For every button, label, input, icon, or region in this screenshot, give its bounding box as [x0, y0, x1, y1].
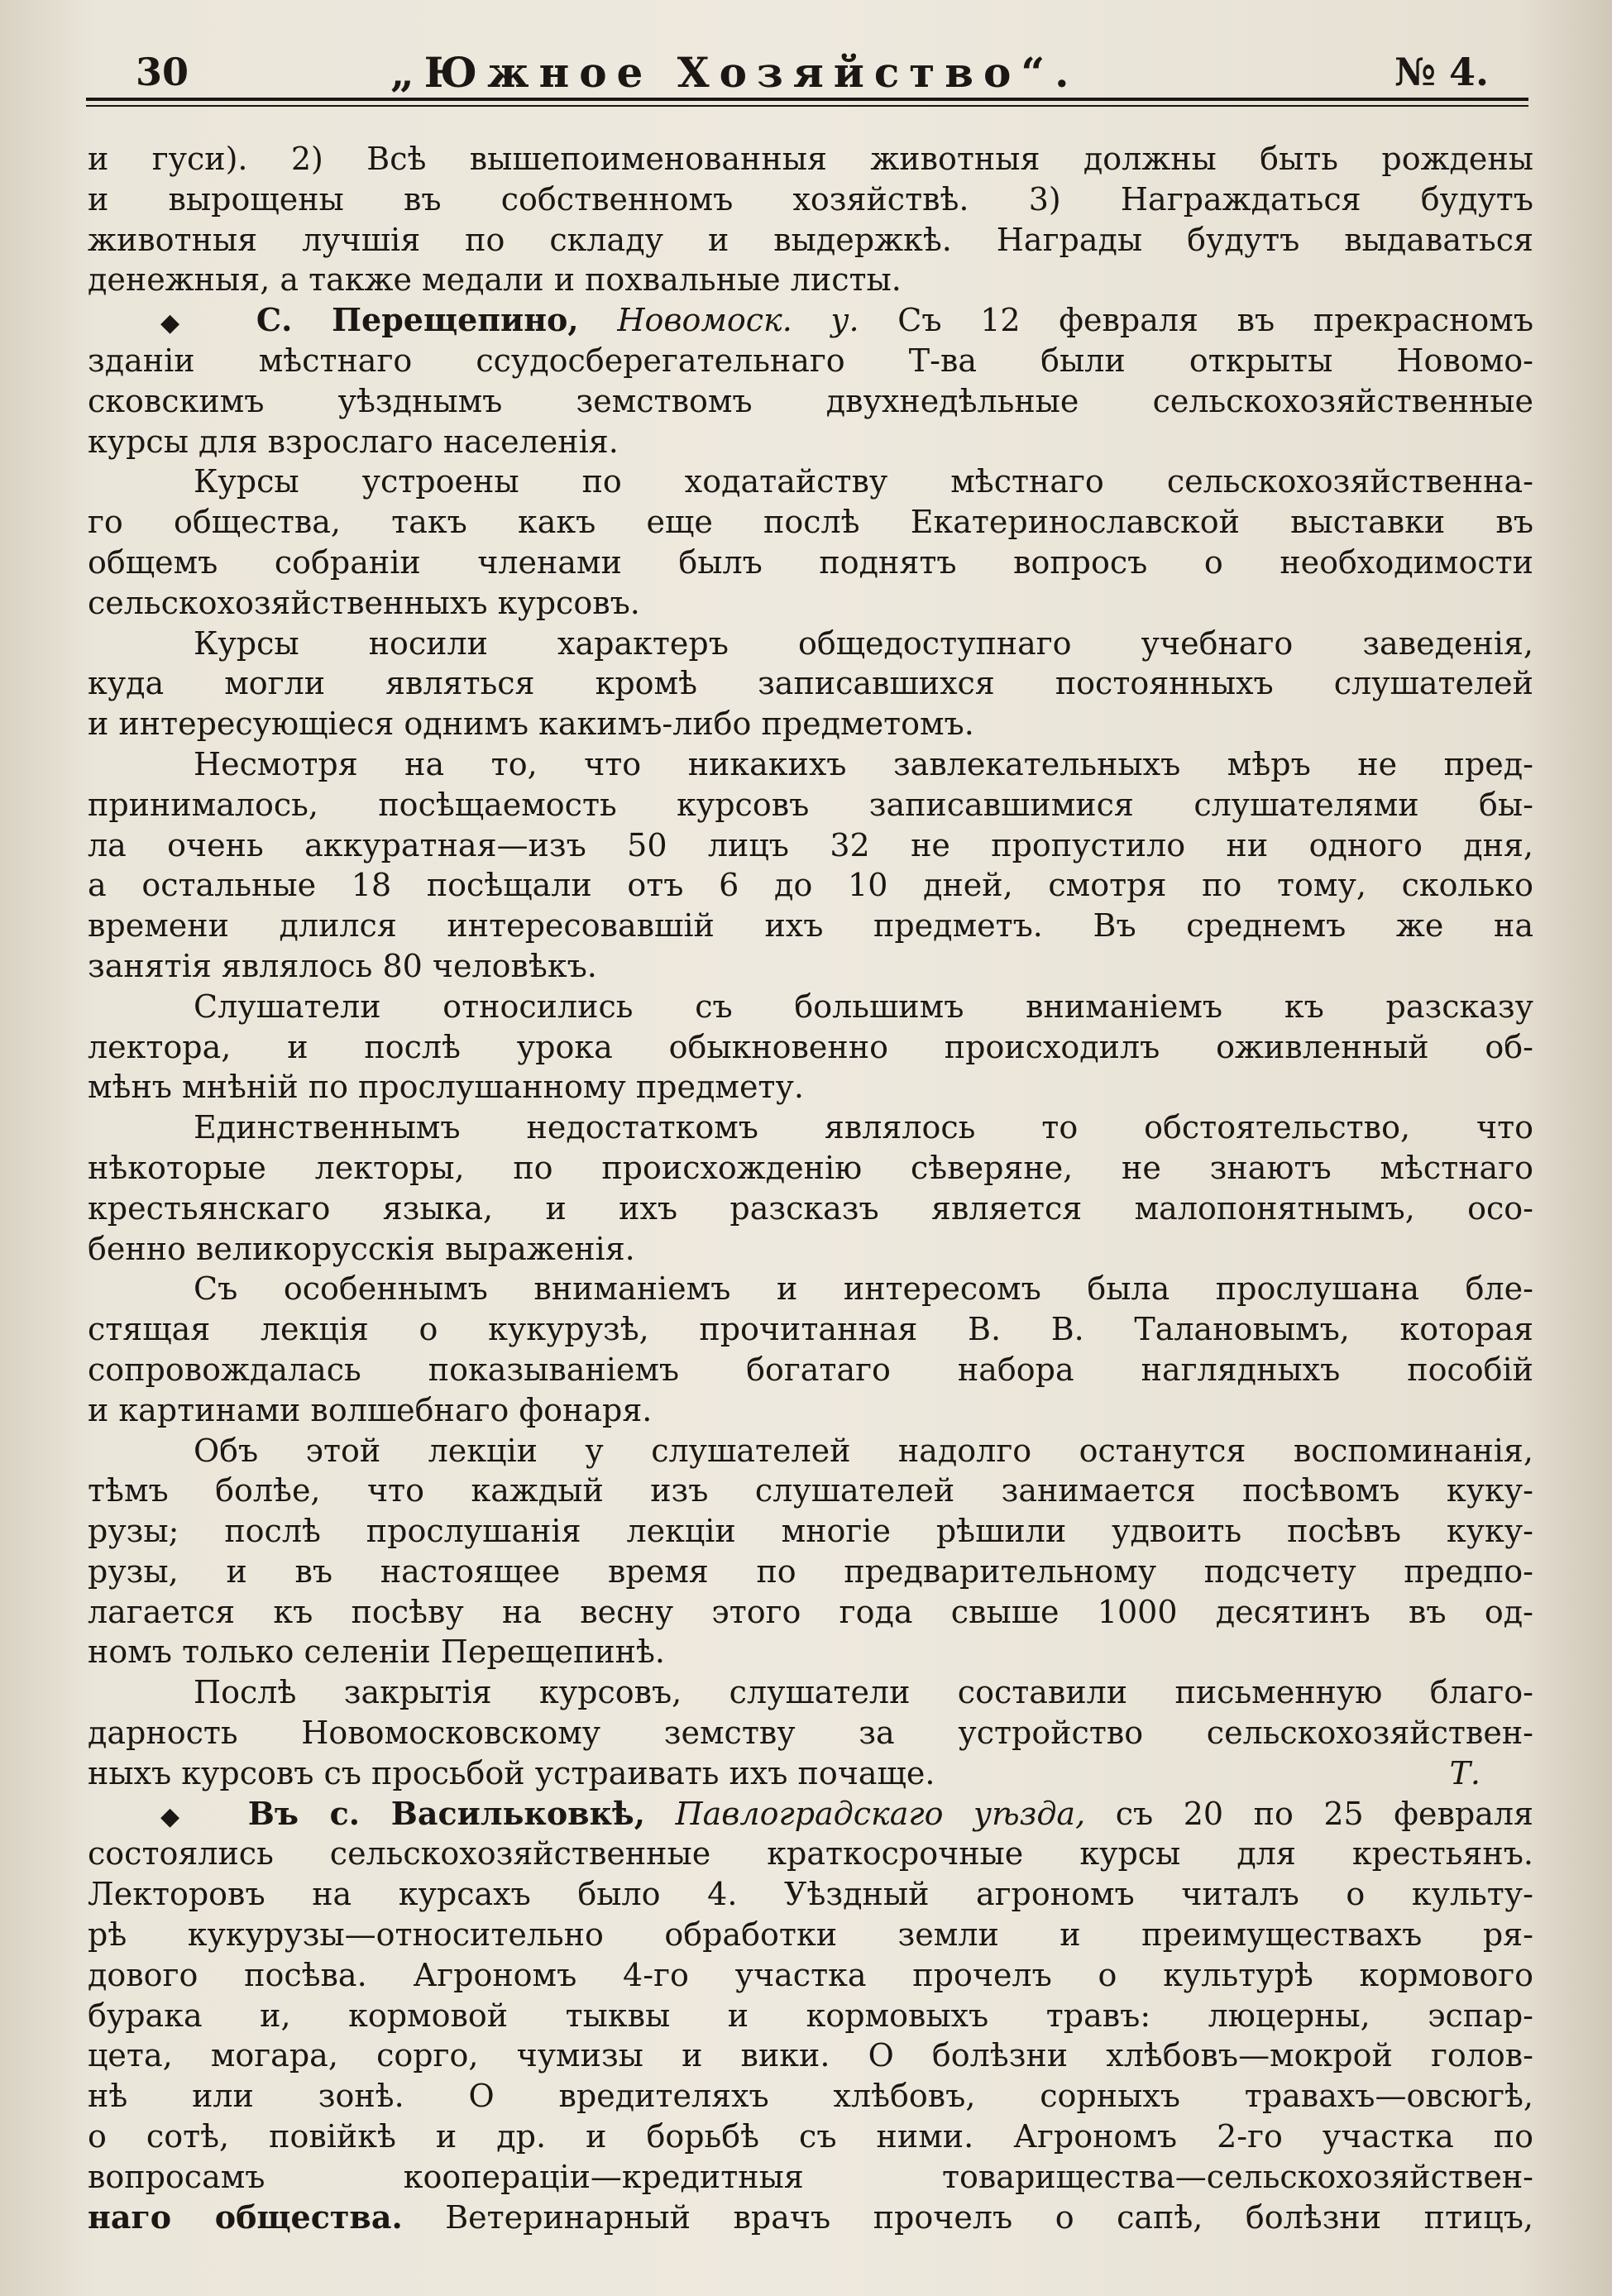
diamond-marker-icon: ◆ — [160, 309, 180, 338]
text-line: сельскохозяйственныхъ курсовъ. — [88, 584, 640, 621]
text-line: сковскимъ уѣзднымъ земствомъ двухнедѣльные сельскохозяйственные — [88, 382, 1533, 419]
section-heading-line: ◆ С. Перещепино, Новомоск. у. Съ 12 февраля въ прекрасномъ — [88, 300, 1533, 341]
text-line: сопровождалась показываніемъ богатаго набора наглядныхъ пособій — [88, 1351, 1533, 1388]
text-line: бурака и, кормовой тыквы и кормовыхъ травъ: люцерны, эспар- — [88, 1997, 1533, 2034]
text-line: и картинами волшебнаго фонаря. — [88, 1391, 653, 1428]
issue-number: № 4. — [1394, 50, 1489, 94]
text-line: рузы; послѣ прослушанія лекціи многіе рѣшили удвоить посѣвъ куку- — [88, 1513, 1533, 1550]
text-line: крестьянскаго языка, и ихъ разсказъ является малопонятнымъ, осо- — [88, 1189, 1533, 1227]
text-line: Объ этой лекціи у слушателей надолго останутся воспоминанія, — [194, 1432, 1533, 1469]
district-name: Новомоск. у. — [578, 302, 859, 339]
text-line: ныхъ курсовъ съ просьбой устраивать ихъ почаще. Т. — [88, 1753, 1533, 1794]
place-name: С. Перещепино, — [217, 301, 579, 339]
text-line: нѣкоторые лекторы, по происхожденію сѣверяне, не знаютъ мѣстнаго — [88, 1149, 1533, 1186]
text-line: номъ только селеніи Перещепинѣ. — [88, 1634, 665, 1671]
text-line: ла очень аккуратная—изъ 50 лицъ 32 не пропустило ни одного дня, — [88, 826, 1533, 863]
text-line: куда могли являться кромѣ записавшихся постоянныхъ слушателей — [88, 665, 1533, 702]
text-line: го общества, такъ какъ еще послѣ Екатеринославской выставки въ — [88, 504, 1533, 541]
text-line: бенно великорусскія выраженія. — [88, 1230, 635, 1267]
text-line: и вырощены въ собственномъ хозяйствѣ. 3) Награждаться будутъ — [88, 180, 1533, 218]
text-line: Слушатели относились съ большимъ вниманіемъ къ разсказу — [194, 988, 1533, 1025]
header-rule-thin — [86, 105, 1528, 107]
page-header — [89, 48, 1528, 99]
place-name: Въ с. Васильковкѣ, — [217, 1794, 645, 1832]
text-line: Курсы носили характеръ общедоступнаго учебнаго заведенія, — [194, 624, 1533, 662]
text-line: Единственнымъ недостаткомъ являлось то обстоятельство, что — [194, 1109, 1533, 1146]
text-line: рѣ кукурузы—относительно обработки земли и преимуществахъ ря- — [88, 1916, 1533, 1954]
text-line: денежныя, а также медали и похвальные листы. — [88, 261, 902, 299]
text-line: вопросамъ коопераціи—кредитныя товарищества—сельскохозяйствен- — [88, 2158, 1533, 2195]
header-rule-thick — [86, 98, 1528, 101]
text-line: животныя лучшія по складу и выдержкѣ. Награды будутъ выдаваться — [88, 221, 1533, 258]
text-line: Лекторовъ на курсахъ было 4. Уѣздный агрономъ читалъ о культу- — [88, 1876, 1533, 1913]
text-line: наго общества. Ветеринарный врачъ прочелъ о сапѣ, болѣзни птицъ, — [88, 2198, 1533, 2236]
text-line: рузы, и въ настоящее время по предварительному подсчету предпо- — [88, 1552, 1533, 1590]
text-line: дарность Новомосковскому земству за устройство сельскохозяйствен- — [88, 1715, 1533, 1752]
text-line: дового посѣва. Агрономъ 4-го участка прочелъ о культурѣ кормового — [88, 1956, 1533, 1993]
text-line: зданіи мѣстнаго ссудосберегательнаго Т-ва были открыты Новомо- — [88, 342, 1533, 379]
text-line: стящая лекція о кукурузѣ, прочитанная В. В. Талановымъ, которая — [88, 1311, 1533, 1348]
text-line: нѣ или зонѣ. О вредителяхъ хлѣбовъ, сорныхъ травахъ—овсюгѣ, — [88, 2078, 1533, 2115]
text-line: курсы для взрослаго населенія. — [88, 423, 619, 460]
text-line: мѣнъ мнѣній по прослушанному предмету. — [88, 1069, 804, 1106]
page-number: 30 — [136, 50, 189, 94]
text-line: Съ особеннымъ вниманіемъ и интересомъ была прослушана бле- — [194, 1270, 1533, 1308]
text-line: тѣмъ болѣе, что каждый изъ слушателей занимается посѣвомъ куку- — [88, 1472, 1533, 1509]
text-line: и интересующіеся однимъ какимъ-либо предметомъ. — [88, 706, 974, 743]
bold-phrase: наго общества. — [88, 2198, 403, 2236]
journal-title: „Южное Хозяйство“. — [390, 48, 1079, 97]
section-heading-line: ◆ Въ с. Васильковкѣ, Павлоградскаго уѣзда, съ 20 по 25 февраля — [88, 1794, 1533, 1834]
text-line: а остальные 18 посѣщали отъ 6 до 10 дней, смотря по тому, сколько — [88, 867, 1533, 904]
text-line: лагается къ посѣву на весну этого года свыше 1000 десятинъ въ од- — [88, 1593, 1533, 1630]
text-line: и гуси). 2) Всѣ вышепоименованныя животныя должны быть рождены — [88, 141, 1533, 177]
diamond-marker-icon: ◆ — [160, 1801, 180, 1831]
text-line: Несмотря на то, что никакихъ завлекательныхъ мѣръ не пред- — [194, 745, 1533, 782]
text-line: Курсы устроены по ходатайству мѣстнаго сельскохозяйственна- — [194, 463, 1533, 500]
text-line: Послѣ закрытія курсовъ, слушатели составили письменную благо- — [194, 1674, 1533, 1711]
text-line: занятія являлось 80 человѣкъ. — [88, 947, 597, 984]
text-line: о сотѣ, повійкѣ и др. и борьбѣ съ ними. Агрономъ 2-го участка по — [88, 2118, 1533, 2155]
article-body — [88, 139, 1533, 2237]
text-line: принималось, посѣщаемость курсовъ записавшимися слушателями бы- — [88, 786, 1533, 823]
text-line: лектора, и послѣ урока обыкновенно происходилъ оживленный об- — [88, 1028, 1533, 1065]
author-signature: Т. — [1449, 1754, 1480, 1791]
text-line: времени длился интересовавшій ихъ предметъ. Въ среднемъ же на — [88, 907, 1533, 945]
district-name: Павлоградскаго уѣзда, — [644, 1795, 1086, 1832]
text-line: общемъ собраніи членами былъ поднятъ вопросъ о необходимости — [88, 543, 1533, 581]
text-line: цета, могара, сорго, чумизы и вики. О болѣзни хлѣбовъ—мокрой голов- — [88, 2037, 1533, 2074]
text-line: состоялись сельскохозяйственные краткосрочные курсы для крестьянъ. — [88, 1835, 1533, 1873]
